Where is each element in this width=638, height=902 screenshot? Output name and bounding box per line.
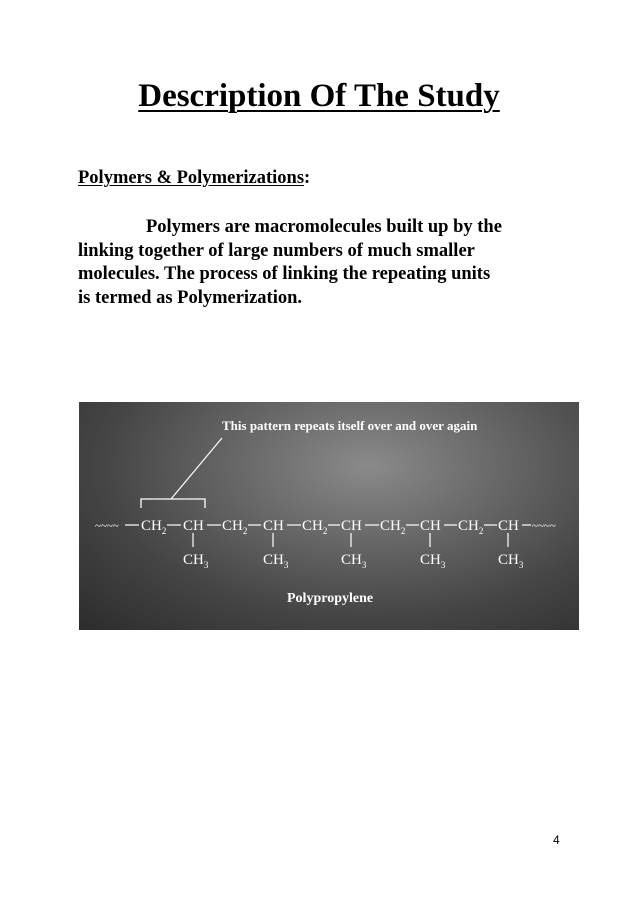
paragraph-line: Polymers are macromolecules built up by the xyxy=(146,217,502,237)
paragraph-line: is termed as Polymerization. xyxy=(78,287,302,308)
chain-ch2-3: $CH_2$ xyxy=(302,518,328,536)
chain-ch2-5: $CH_2$ xyxy=(458,518,484,536)
chain-ch2-1: $CH_2$ xyxy=(141,518,167,536)
repeat-unit-bracket xyxy=(141,499,205,508)
paragraph-line: molecules. The process of linking the repeating units xyxy=(78,264,491,284)
paragraph-line: linking together of large numbers of much smaller xyxy=(78,240,475,261)
page-title: Description Of The Study xyxy=(138,78,500,114)
chain-ch2-2: $CH_2$ xyxy=(222,518,248,536)
chain-ch-4: CH xyxy=(420,518,441,534)
chain-end-left: ~~~~ xyxy=(95,520,119,532)
chain-ch-5: CH xyxy=(498,518,519,534)
branch-ch3-2: $CH_3$ xyxy=(263,552,289,570)
page-number: 4 xyxy=(553,833,560,847)
branch-ch3-1: $CH_3$ xyxy=(183,552,209,570)
branch-ch3-5: $CH_3$ xyxy=(498,552,524,570)
repeat-annotation: This pattern repeats itself over and over again xyxy=(222,418,478,433)
branch-ch3-3: $CH_3$ xyxy=(341,552,367,570)
chain-ch-1: CH xyxy=(183,518,204,534)
chain-ch-3: CH xyxy=(341,518,362,534)
branch-ch3-4: $CH_3$ xyxy=(420,552,446,570)
chain-ch-2: CH xyxy=(263,518,284,534)
section-heading-colon: : xyxy=(304,168,311,188)
figure-caption: Polypropylene xyxy=(287,591,374,606)
annotation-pointer-line xyxy=(171,438,222,499)
polypropylene-figure xyxy=(79,402,579,630)
body-paragraph xyxy=(78,216,578,310)
chain-ch2-4: $CH_2$ xyxy=(380,518,406,536)
section-heading-text: Polymers & Polymerizations xyxy=(78,168,305,188)
section-heading xyxy=(78,168,310,189)
chain-end-right: ~~~~ xyxy=(532,520,556,532)
polymer-structure-diagram xyxy=(79,402,579,630)
